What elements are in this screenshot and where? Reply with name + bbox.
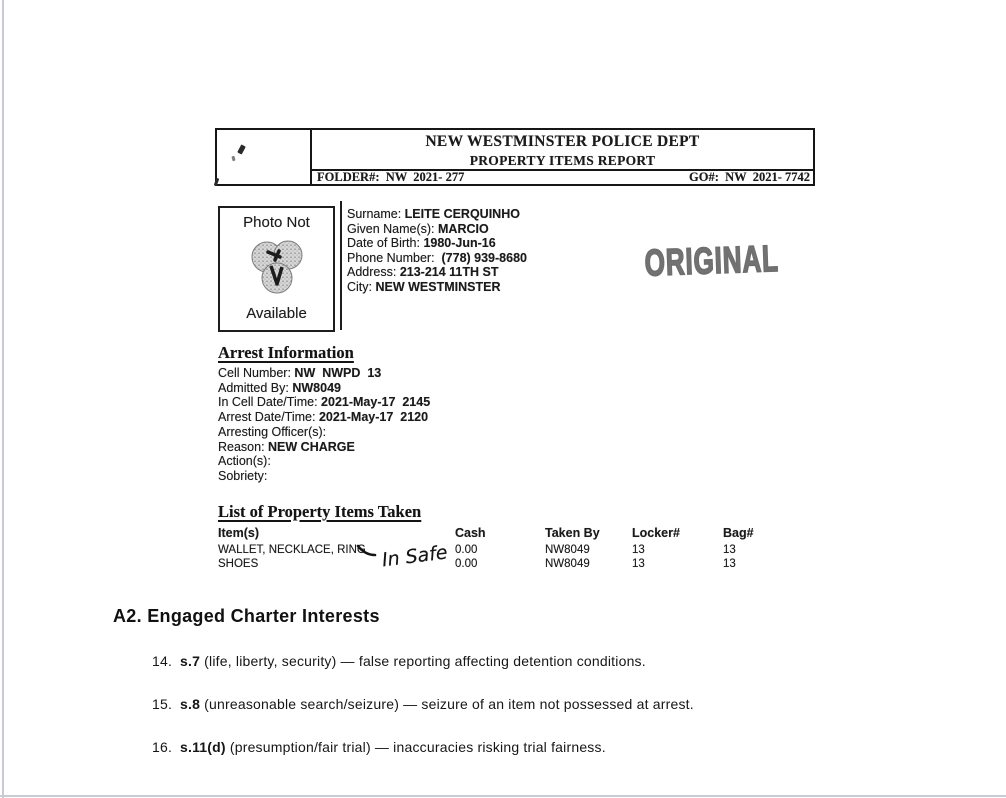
table-cell: 13 — [723, 557, 736, 570]
pen-mark — [214, 178, 220, 187]
field-city: City: NEW WESTMINSTER — [347, 279, 501, 294]
arrest-information-heading: Arrest Information — [218, 343, 354, 362]
item-number: 14. — [152, 653, 173, 669]
table-cell: NW8049 — [545, 557, 590, 570]
smudge-graphic-icon — [246, 240, 308, 296]
table-cell: 13 — [632, 544, 645, 556]
page-edge-left — [2, 0, 4, 798]
item-text: s.8 (unreasonable search/seizure) — seizure of an item not possessed at arrest. — [180, 696, 694, 712]
info-divider-line — [340, 201, 342, 330]
table-cell: SHOES — [218, 557, 259, 570]
department-name: NEW WESTMINSTER POLICE DEPT — [425, 133, 700, 150]
field-reason: Reason: NEW CHARGE — [218, 439, 355, 454]
field-dob: Date of Birth: 1980-Jun-16 — [347, 236, 496, 251]
handwritten-note-text: In Safe — [380, 541, 449, 572]
field-arresting-officers: Arresting Officer(s): — [218, 424, 327, 439]
col-header-bag: Bag# — [723, 526, 754, 540]
property-list-heading: List of Property Items Taken — [218, 502, 422, 521]
field-in-cell-datetime: In Cell Date/Time: 2021-May-17 2145 — [218, 395, 431, 410]
field-address: Address: 213-214 11TH ST — [347, 265, 499, 280]
item-text: s.11(d) (presumption/fair trial) — inaccuracies risking trial fairness. — [180, 739, 606, 755]
table-cell: NW8049 — [545, 544, 590, 556]
photo-placeholder-top-label: Photo Not — [243, 214, 310, 231]
report-title: PROPERTY ITEMS REPORT — [469, 153, 656, 168]
field-cell-number: Cell Number: NW NWPD 13 — [218, 366, 382, 380]
col-header-taken-by: Taken By — [545, 526, 600, 540]
pen-mark — [237, 144, 246, 154]
table-cell: WALLET, NECKLACE, RING — [218, 544, 366, 556]
property-col-cash — [455, 527, 486, 571]
table-cell: 0.00 — [455, 557, 478, 570]
arrest-information — [218, 366, 430, 484]
page-edge-bottom — [0, 795, 1006, 797]
property-col-locker — [632, 527, 680, 571]
field-admitted-by: Admitted By: NW8049 — [218, 380, 341, 395]
field-arrest-datetime: Arrest Date/Time: 2021-May-17 2120 — [218, 410, 429, 425]
col-header-locker: Locker# — [632, 526, 680, 540]
photo-placeholder — [218, 206, 335, 332]
person-info — [347, 207, 527, 295]
property-col-items — [218, 527, 366, 571]
field-given-names: Given Name(s): MARCIO — [347, 221, 489, 236]
property-col-taken-by — [545, 527, 600, 571]
folder-number: FOLDER#: NW 2021- 277 — [317, 170, 465, 184]
list-item-14 — [152, 653, 646, 669]
property-col-bag — [723, 527, 754, 571]
field-sobriety: Sobriety: — [218, 468, 268, 483]
item-number: 15. — [152, 696, 173, 712]
pen-mark — [231, 156, 235, 162]
field-phone: Phone Number: (778) 939-8680 — [347, 250, 527, 265]
table-cell: 13 — [632, 557, 645, 570]
table-cell: 0.00 — [455, 544, 478, 556]
original-stamp: ORIGINAL — [644, 237, 780, 284]
handwritten-note — [350, 532, 458, 580]
go-number: GO#: NW 2021- 7742 — [689, 170, 810, 184]
photo-placeholder-bottom-label: Available — [246, 305, 307, 322]
col-header-cash: Cash — [455, 526, 486, 540]
report-header-box — [215, 128, 815, 186]
col-header-items: Item(s) — [218, 526, 259, 540]
section-heading: A2. Engaged Charter Interests — [113, 606, 380, 626]
item-text: s.7 (life, liberty, security) — false reporting affecting detention conditions. — [180, 653, 646, 669]
list-item-16 — [152, 739, 606, 755]
table-cell: 13 — [723, 544, 736, 556]
field-actions: Action(s): — [218, 454, 271, 469]
list-item-15 — [152, 696, 694, 712]
item-number: 16. — [152, 739, 173, 755]
header-numbers-row — [312, 171, 813, 184]
field-surname: Surname: LEITE CERQUINHO — [347, 207, 520, 221]
